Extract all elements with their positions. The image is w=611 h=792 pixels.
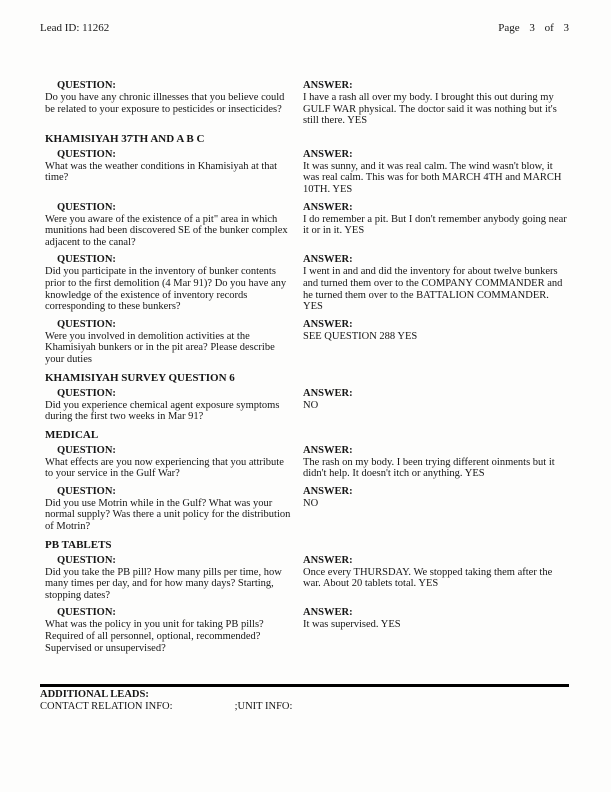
question-label: QUESTION: xyxy=(57,444,116,456)
answer-text: I went in and and did the inventory for about twelve bunkers and turned them over to the COMPANY COMMANDER and he turned them over to the BATTALION COMMANDER. YES xyxy=(303,266,563,313)
additional-leads-label: ADDITIONAL LEADS: xyxy=(40,689,149,700)
qa-block xyxy=(45,607,567,654)
answer-column xyxy=(303,254,567,312)
question-label: QUESTION: xyxy=(57,607,116,619)
question-column xyxy=(45,555,293,602)
answer-label: ANSWER: xyxy=(303,148,353,160)
answer-column xyxy=(303,607,567,631)
qa-block xyxy=(45,445,567,480)
answer-text: NO xyxy=(303,399,319,411)
answer-label: ANSWER: xyxy=(303,554,353,566)
answer-label: ANSWER: xyxy=(303,201,353,213)
answer-label: ANSWER: xyxy=(303,444,353,456)
qa-block xyxy=(45,486,567,533)
answer-text: It was supervised. YES xyxy=(303,619,401,631)
question-label: QUESTION: xyxy=(57,148,116,160)
answer-label: ANSWER: xyxy=(303,80,353,91)
page-header xyxy=(40,22,569,34)
contact-relation-label: CONTACT RELATION INFO: xyxy=(40,701,173,712)
lead-id: Lead ID: 11262 xyxy=(40,22,110,34)
question-column xyxy=(45,202,293,249)
qa-block xyxy=(45,388,567,423)
answer-text: It was sunny, and it was real calm. The wind wasn't blow, it was real calm. This was for both MARCH 4TH and MARCH 10TH. YES xyxy=(303,160,562,195)
answer-text: I have a rash all over my body. I brought this out during my GULF WAR physical. The doctor said it was nothing but it's still there. YES xyxy=(303,92,557,127)
question-column xyxy=(45,445,293,480)
answer-text: SEE QUESTION 288 YES xyxy=(303,330,418,342)
question-label: QUESTION: xyxy=(57,485,116,497)
answer-text: Once every THURSDAY. We stopped taking them after the war. About 20 tablets total. YES xyxy=(303,566,553,590)
section-heading: KHAMISIYAH 37TH AND A B C xyxy=(45,132,205,145)
question-text: Did you participate in the inventory of bunker contents prior to the first demolition (4 Mar 91)? Do you have any knowledge of the existence of inventory records corresponding to these bunkers? xyxy=(45,266,287,313)
question-label: QUESTION: xyxy=(57,254,116,266)
answer-column xyxy=(303,319,567,343)
answer-label: ANSWER: xyxy=(303,318,353,330)
answer-label: ANSWER: xyxy=(303,607,353,619)
question-text: Did you use Motrin while in the Gulf? What was your normal supply? Was there a unit policy for the distribution of Motrin? xyxy=(45,497,291,533)
answer-label: ANSWER: xyxy=(303,254,353,266)
question-text: Did you experience chemical agent exposure symptoms during the first two weeks in Mar 91? xyxy=(45,399,280,423)
question-column xyxy=(45,319,293,366)
page-number: Page 3 of 3 xyxy=(498,22,569,34)
question-text: Were you aware of the existence of a pit" area in which munitions had been discovered SE of the bunker complex adjacent to the canal? xyxy=(45,213,288,248)
answer-column xyxy=(303,388,567,412)
question-text: Did you take the PB pill? How many pills per time, how many times per day, and for how many days? Starting, stopping dates? xyxy=(45,566,282,601)
qa-block xyxy=(45,254,567,312)
answer-column xyxy=(303,445,567,480)
section-heading: KHAMISIYAH SURVEY QUESTION 6 xyxy=(45,371,235,384)
question-label: QUESTION: xyxy=(57,554,116,566)
document-body xyxy=(45,80,567,660)
qa-block xyxy=(45,80,567,127)
question-column xyxy=(45,254,293,312)
question-label: QUESTION: xyxy=(57,80,116,91)
question-column xyxy=(45,388,293,423)
question-label: QUESTION: xyxy=(57,387,116,399)
qa-block xyxy=(45,555,567,602)
qa-block xyxy=(45,202,567,249)
section-heading: MEDICAL xyxy=(45,428,99,441)
answer-column xyxy=(303,555,567,590)
contact-info-row xyxy=(40,701,569,713)
section-heading: PB TABLETS xyxy=(45,538,112,551)
question-column xyxy=(45,607,293,654)
answer-text: NO xyxy=(303,497,319,509)
answer-column xyxy=(303,486,567,510)
question-column xyxy=(45,80,293,115)
question-text: What was the weather conditions in Khamisiyah at that time? xyxy=(45,160,278,184)
answer-column xyxy=(303,80,567,127)
answer-text: I do remember a pit. But I don't remember anybody going near it or in it. YES xyxy=(303,213,567,237)
qa-block xyxy=(45,319,567,366)
question-text: What was the policy in you unit for taking PB pills? Required of all personnel, optional, recommended? Supervised or unsupervised? xyxy=(45,619,264,654)
question-text: Were you involved in demolition activities at the Khamisiyah bunkers or in the pit area? Please describe your duties xyxy=(45,330,275,365)
answer-label: ANSWER: xyxy=(303,387,353,399)
unit-info-label: ;UNIT INFO: xyxy=(234,701,293,712)
answer-text: The rash on my body. I been trying different oinments but it didn't help. It doesn't itch or anything. YES xyxy=(303,456,555,480)
question-text: What effects are you now experiencing that you attribute to your service in the Gulf War? xyxy=(45,456,284,480)
footer-rule xyxy=(40,684,569,687)
page-footer xyxy=(40,684,569,713)
question-label: QUESTION: xyxy=(57,318,116,330)
answer-label: ANSWER: xyxy=(303,485,353,497)
qa-block xyxy=(45,149,567,196)
answer-column xyxy=(303,149,567,196)
question-column xyxy=(45,149,293,184)
question-text: Do you have any chronic illnesses that you believe could be related to your exposure to pesticides or insecticides? xyxy=(45,92,285,115)
question-label: QUESTION: xyxy=(57,201,116,213)
answer-column xyxy=(303,202,567,237)
question-column xyxy=(45,486,293,533)
